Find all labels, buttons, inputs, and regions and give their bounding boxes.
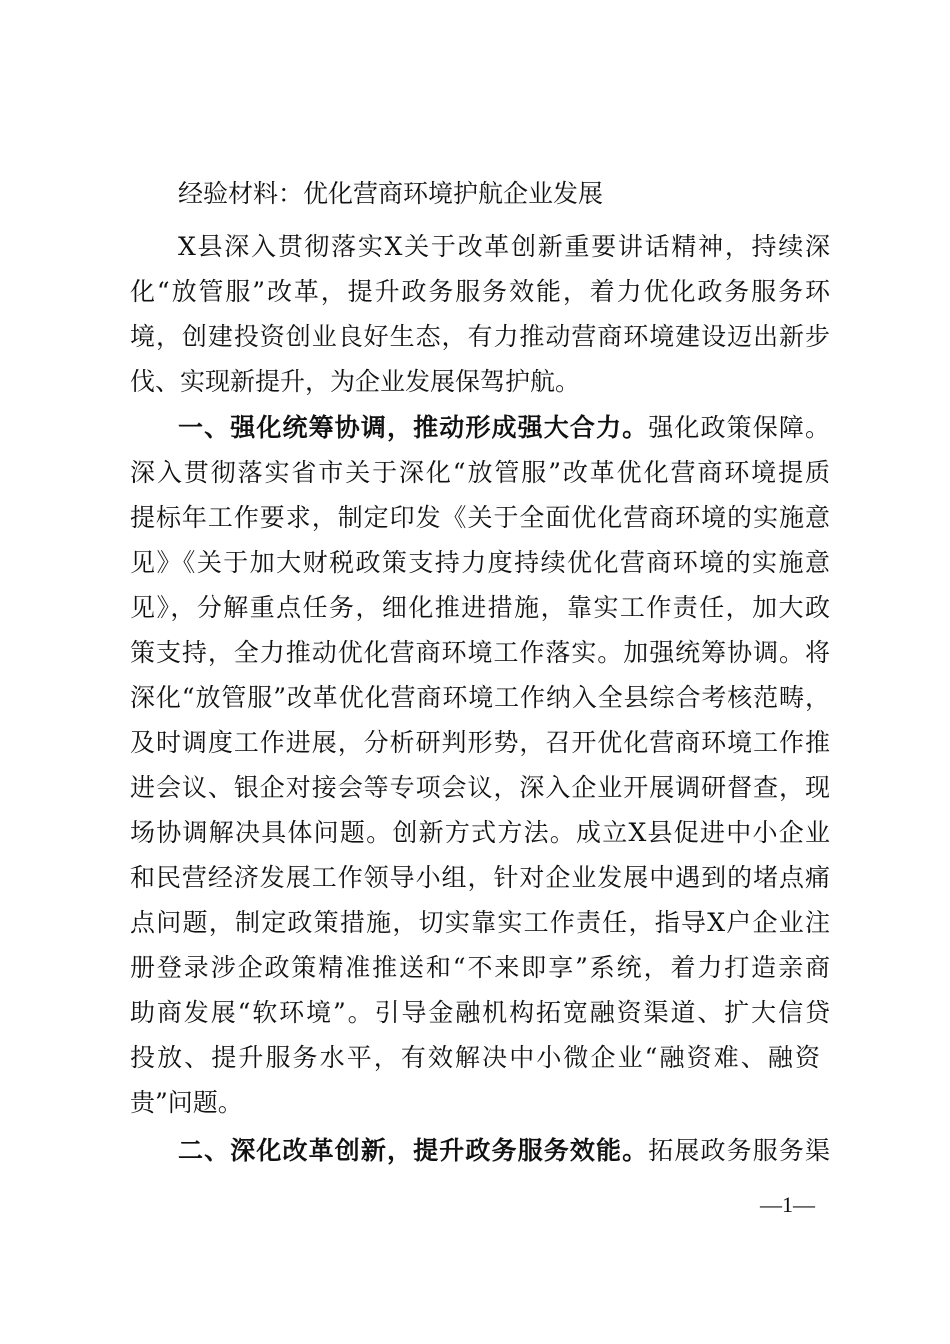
section1-line: 点问题，制定政策措施，切实靠实工作责任，指导X户企业注 (130, 908, 830, 937)
section1-line: 见》《关于加大财税政策支持力度持续优化营商环境的实施意 (130, 548, 830, 577)
intro-line: X县深入贯彻落实X关于改革创新重要讲话精神，持续深 (178, 232, 830, 261)
section1-line: 场协调解决具体问题。创新方式方法。成立X县促进中小企业 (130, 818, 830, 847)
document-title: 经验材料：优化营商环境护航企业发展 (178, 179, 604, 208)
section1-line: 册登录涉企政策精准推送和“不来即享”系统，着力打造亲商 (130, 953, 830, 982)
section1-line: 深化“放管服”改革优化营商环境工作纳入全县综合考核范畴， (130, 683, 830, 712)
section2-heading: 二、深化改革创新，提升政务服务效能。 (178, 1136, 649, 1165)
section2-first-line-rest: 拓展政务服务渠 (648, 1136, 830, 1165)
section1-first-line (178, 408, 830, 448)
section1-line: 投放、提升服务水平，有效解决中小微企业“融资难、融资 (130, 1043, 820, 1072)
section1-line: 助商发展“软环境”。引导金融机构拓宽融资渠道、扩大信贷 (130, 998, 830, 1027)
section1-line: 深入贯彻落实省市关于深化“放管服”改革优化营商环境提质 (130, 458, 830, 487)
section1-line: 和民营经济发展工作领导小组，针对企业发展中遇到的堵点痛 (130, 863, 830, 892)
section1-line: 贵”问题。 (130, 1088, 243, 1117)
intro-line: 化“放管服”改革，提升政务服务效能，着力优化政务服务环 (130, 277, 830, 306)
intro-line: 境，创建投资创业良好生态，有力推动营商环境建设迈出新步 (130, 322, 830, 351)
section1-line: 见》，分解重点任务，细化推进措施，靠实工作责任，加大政 (130, 593, 830, 622)
section1-heading: 一、强化统筹协调，推动形成强大合力。 (178, 413, 649, 442)
section2-first-line (178, 1131, 830, 1171)
intro-line: 伐、实现新提升，为企业发展保驾护航。 (130, 367, 581, 396)
section1-line: 及时调度工作进展，分析研判形势，召开优化营商环境工作推 (130, 728, 830, 757)
section1-first-line-rest: 强化政策保障。 (648, 413, 830, 442)
page-number: —1— (760, 1192, 815, 1217)
section1-line: 提标年工作要求，制定印发《关于全面优化营商环境的实施意 (130, 503, 830, 532)
section1-line: 进会议、银企对接会等专项会议，深入企业开展调研督查，现 (130, 773, 830, 802)
section1-line: 策支持，全力推动优化营商环境工作落实。加强统筹协调。将 (130, 638, 830, 667)
